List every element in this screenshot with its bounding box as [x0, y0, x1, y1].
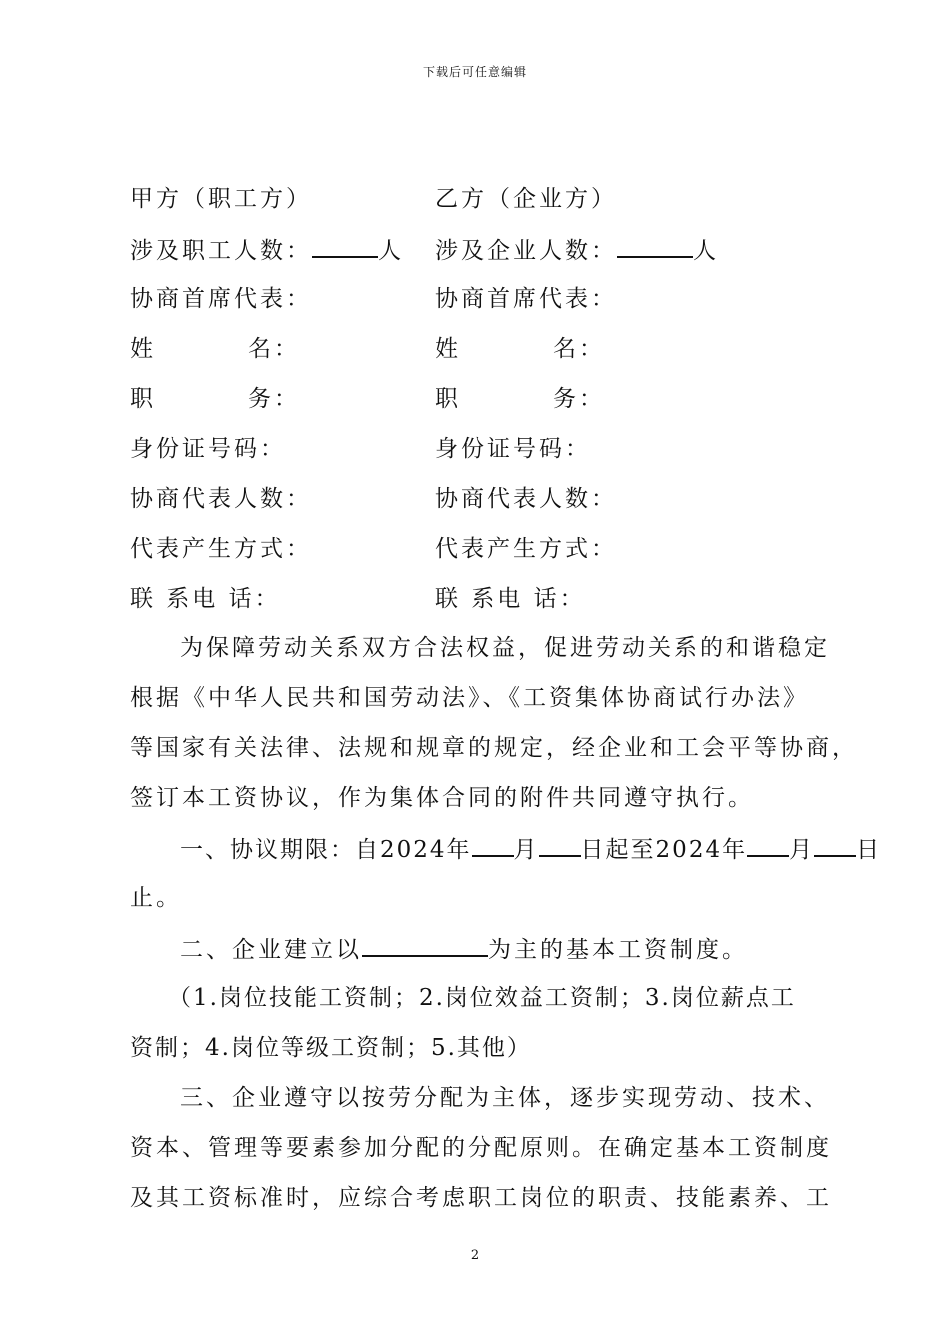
preamble-line-3: 等国家有关法律、法规和规章的规定，经企业和工会平等协商， [130, 735, 858, 761]
post-label-a: 职 [435, 386, 461, 412]
wage-options-line-2: 资制；4.岗位等级工资制；5.其他） [130, 1035, 532, 1061]
wage-system-clause [180, 933, 830, 965]
party-a-headcount [130, 234, 404, 266]
term-clause-end: 日起至2024年 [580, 837, 748, 863]
party-b-chief-rep: 协商首席代表： [435, 286, 617, 312]
post-row [130, 384, 830, 414]
term-clause-day: 日 [856, 837, 882, 863]
start-day-blank [539, 833, 581, 857]
party-b-rep-count: 协商代表人数： [435, 486, 617, 512]
party-a-rep-count: 协商代表人数： [130, 486, 312, 512]
distribution-line-3: 及其工资标准时，应综合考虑职工岗位的职责、技能素养、工 [130, 1185, 832, 1211]
phone-row [130, 584, 830, 614]
post-label-b: 务： [553, 386, 605, 412]
party-b-phone: 联 系电 话： [435, 586, 586, 612]
party-a-headcount-unit: 人 [378, 238, 404, 264]
party-a-phone: 联 系电 话： [130, 586, 281, 612]
name-label-a: 姓 [435, 336, 461, 362]
rep-count-row [130, 484, 830, 514]
post-label-a: 职 [130, 386, 156, 412]
party-b-headcount-blank [617, 234, 693, 258]
rep-method-row [130, 534, 830, 564]
preamble-line-1: 为保障劳动关系双方合法权益，促进劳动关系的和谐稳定 [180, 635, 830, 661]
page-number: 2 [470, 1248, 480, 1263]
preamble-line-4: 签订本工资协议，作为集体合同的附件共同遵守执行。 [130, 785, 754, 811]
name-label-b: 名： [248, 336, 300, 362]
distribution-line-2: 资本、管理等要素参加分配的分配原则。在确定基本工资制度 [130, 1135, 832, 1161]
party-b-name-label [435, 334, 605, 364]
wage-system-blank [362, 933, 488, 957]
party-a-headcount-label: 涉及职工人数： [130, 238, 312, 264]
name-label-b: 名： [553, 336, 605, 362]
wage-system-prefix: 二、企业建立以 [180, 937, 362, 963]
wage-options-line-1: （1.岗位技能工资制；2.岗位效益工资制；3.岗位薪点工 [168, 985, 796, 1011]
term-clause-month-2: 月 [789, 837, 815, 863]
term-clause-line-1 [180, 833, 882, 865]
preamble-line-2: 根据《中华人民共和国劳动法》、《工资集体协商试行办法》 [130, 685, 809, 711]
party-b-headcount-unit: 人 [693, 238, 719, 264]
term-clause-start: 一、协议期限：自2024年 [180, 837, 472, 863]
party-a-rep-method: 代表产生方式： [130, 536, 312, 562]
term-clause-month: 月 [513, 837, 539, 863]
party-a-id-number: 身份证号码： [130, 436, 286, 462]
party-b-title: 乙方（企业方） [435, 186, 617, 212]
post-label-b: 务： [248, 386, 300, 412]
party-title-row [130, 184, 830, 214]
page-header: 下载后可任意编辑 [422, 65, 527, 79]
party-b-rep-method: 代表产生方式： [435, 536, 617, 562]
party-b-headcount-label: 涉及企业人数： [435, 238, 617, 264]
wage-system-suffix: 为主的基本工资制度。 [488, 937, 748, 963]
chief-rep-row [130, 284, 830, 314]
end-day-blank [814, 833, 856, 857]
party-b-id-number: 身份证号码： [435, 436, 591, 462]
headcount-row [130, 234, 830, 264]
distribution-line-1: 三、企业遵守以按劳分配为主体，逐步实现劳动、技术、 [180, 1085, 830, 1111]
party-a-headcount-blank [312, 234, 378, 258]
party-b-post-label [435, 384, 605, 414]
party-a-title: 甲方（职工方） [130, 186, 312, 212]
party-a-name-label [130, 334, 300, 364]
term-clause-line-2: 止。 [130, 885, 182, 911]
id-number-row [130, 434, 830, 464]
party-b-headcount [435, 234, 719, 266]
start-month-blank [472, 833, 514, 857]
name-row [130, 334, 830, 364]
end-month-blank [747, 833, 789, 857]
name-label-a: 姓 [130, 336, 156, 362]
party-a-post-label [130, 384, 300, 414]
party-a-chief-rep: 协商首席代表： [130, 286, 312, 312]
